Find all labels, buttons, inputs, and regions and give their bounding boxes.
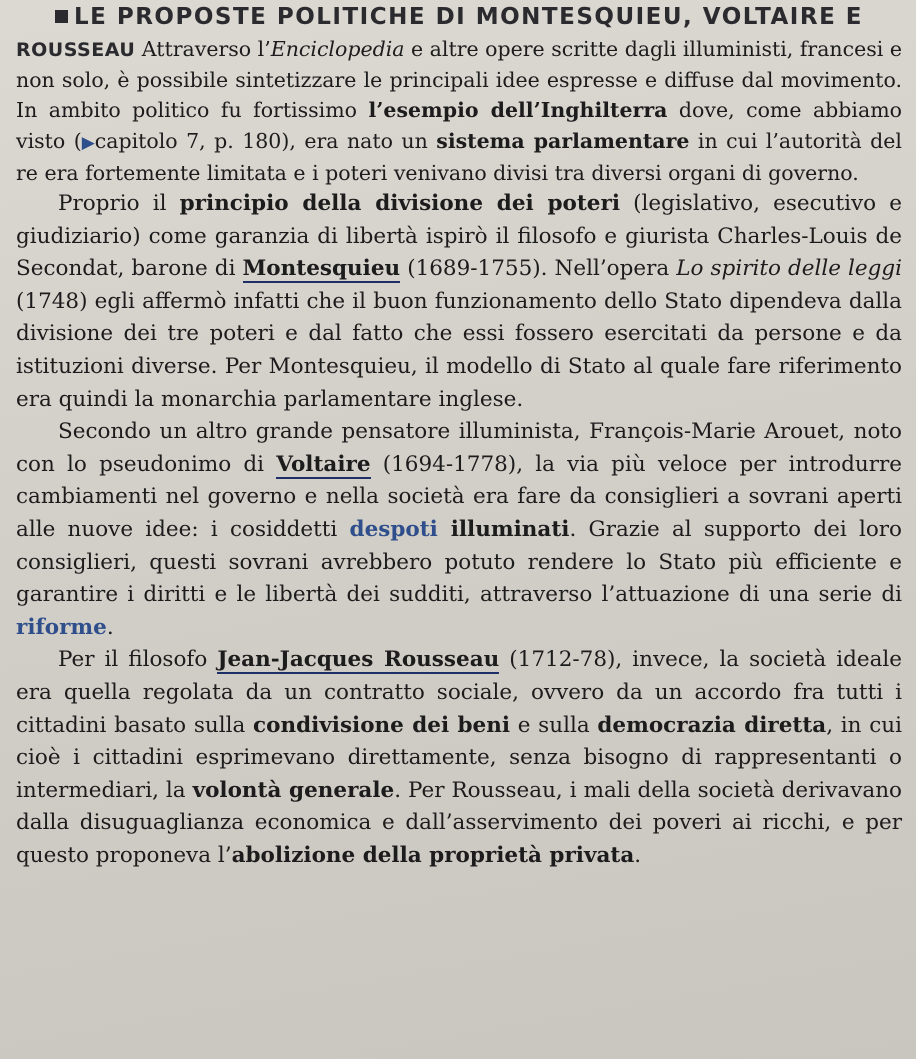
paragraph-enlightenment-ideas xyxy=(16,34,902,188)
section-heading-text: LE PROPOSTE POLITICHE DI MONTESQUIEU, VOLTAIRE E xyxy=(73,4,864,30)
section-heading xyxy=(16,4,902,30)
text-run: (1694-1778), la via più veloce per introdurre cambiamenti nel governo e nella società era fare da consiglieri a sovrani aperti alle nuove idee: i cosiddetti xyxy=(16,451,902,542)
text-run: . Grazie al supporto dei loro consiglieri, questi sovrani avrebbero potuto rendere lo Stato più efficiente e garantire i diritti e le libertà dei sudditi, attraverso l’attuazione di una serie di xyxy=(16,516,902,608)
text-run: (1712-78), invece, la società ideale era quella regolata da un contratto sociale, ovvero da un accordo fra tutti i cittadini basato sulla xyxy=(16,647,902,738)
text-run: , in cui cioè i cittadini esprimevano direttamente, senza bisogno di rappresentanti o intermediari, la xyxy=(16,712,902,803)
text-run: ), era nato un xyxy=(281,128,437,153)
text-run: . Per Rousseau, i mali della società derivavano dalla disuguaglianza economica e dall’asservimento dei poveri ai ricchi, e per questo proponeva l’ xyxy=(16,777,902,868)
text-run: (legislativo, esecutivo e giudiziario) come garanzia di libertà ispirò il filosofo e giurista Charles-Louis de Secondat, barone di xyxy=(16,191,902,282)
text-run: dove, come abbiamo visto ( xyxy=(16,98,902,153)
keyword-despoti: despoti xyxy=(349,516,438,542)
keyword-parliamentary-system: sistema parlamentare xyxy=(436,128,690,153)
keyword-general-will: volontà generale xyxy=(192,777,395,803)
name-rousseau: Jean-Jacques Rousseau xyxy=(217,647,500,673)
paragraph-voltaire xyxy=(16,416,902,644)
section-heading-continuation: ROUSSEAU xyxy=(16,39,136,61)
arrow-right-icon: ▶ xyxy=(81,132,95,153)
text-run: (1689-1755). Nell’opera xyxy=(400,256,677,282)
text-run: Secondo un altro grande pensatore illuminista, François-Marie Arouet, noto con lo pseudonimo di xyxy=(16,419,902,477)
work-title-spirit-of-laws: Lo spirito delle leggi xyxy=(676,256,902,282)
text-run: in cui l’autorità del re era fortemente limitata e i poteri venivano divisi tra diversi organi di governo. xyxy=(16,128,902,185)
text-run: . xyxy=(634,842,642,868)
keyword-sharing-of-goods: condivisione dei beni xyxy=(253,712,511,738)
keyword-direct-democracy: democrazia diretta xyxy=(597,712,827,738)
name-voltaire: Voltaire xyxy=(276,451,371,477)
keyword-riforme: riforme xyxy=(16,614,107,640)
text-run: Proprio il xyxy=(58,191,180,217)
keyword-abolition-private-property: abolizione della proprietà privata xyxy=(231,842,635,868)
text-run: e altre opere scritte dagli illuministi, francesi e non solo, è possibile sintetizzare le principali idee espresse e diffuse dal movimento. In ambito politico fu fortissimo xyxy=(16,37,902,123)
text-run: Per il filosofo xyxy=(58,647,218,673)
chapter-reference: capitolo 7, p. 180 xyxy=(94,128,282,153)
text-run: Attraverso l’ xyxy=(135,37,271,61)
paragraph-montesquieu xyxy=(16,188,902,416)
keyword-separation-of-powers: principio della divisione dei poteri xyxy=(179,191,620,217)
text-run: . xyxy=(106,614,114,640)
text-run: e sulla xyxy=(510,712,598,738)
keyword-england-example: l’esempio dell’Inghilterra xyxy=(368,98,668,123)
square-bullet-icon xyxy=(55,10,68,23)
enciclopedia-title: Enciclopedia xyxy=(270,37,405,61)
paragraph-rousseau xyxy=(16,644,902,872)
text-run: (1748) egli affermò infatti che il buon funzionamento dello Stato dipendeva dalla divisione dei tre poteri e dal fatto che essi fossero esercitati da persone e da istituzioni diverse. Per Montesquieu, il modello di Stato al quale fare riferimento era quindi la monarchia parlamentare inglese. xyxy=(16,288,902,412)
keyword-illuminati: illuminati xyxy=(437,516,570,542)
name-montesquieu: Montesquieu xyxy=(242,256,401,282)
